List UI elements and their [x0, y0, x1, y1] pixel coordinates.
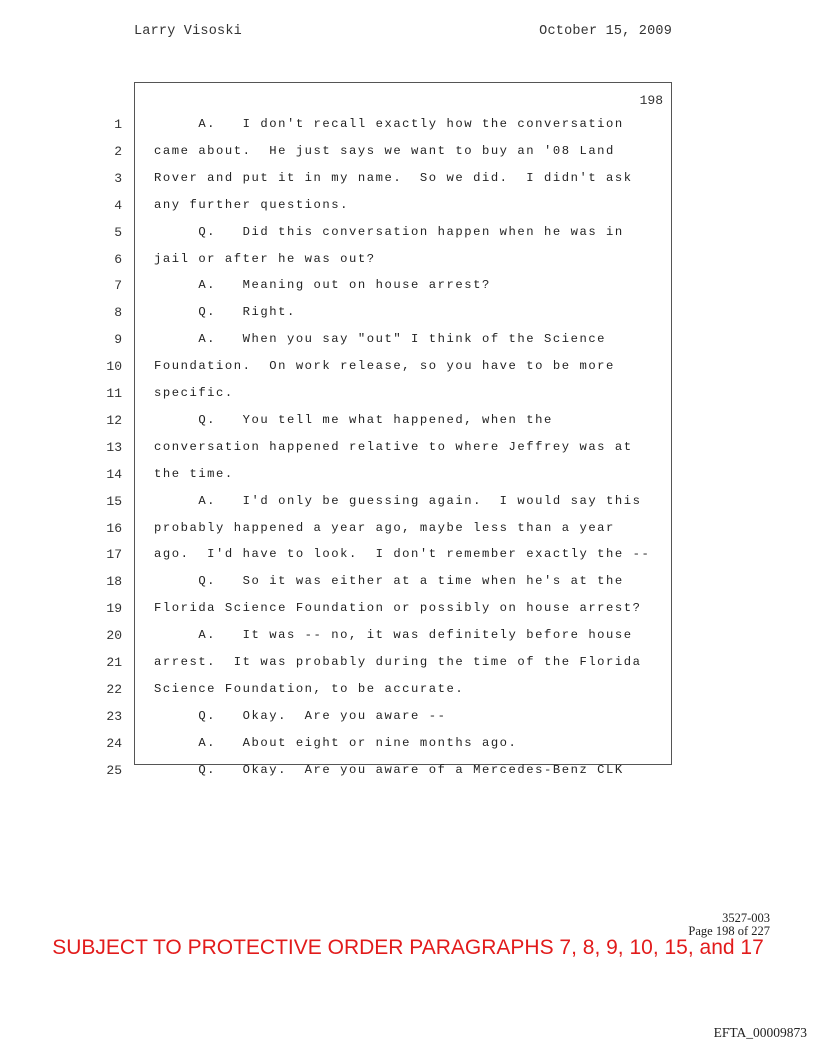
line-number: 1 [114, 117, 122, 132]
transcript-line: conversation happened relative to where Jeffrey was at [154, 439, 633, 454]
page-of-total: Page 198 of 227 [688, 924, 770, 938]
line-number: 2 [114, 143, 122, 159]
footer-page-info [550, 912, 770, 938]
transcript-line: Science Foundation, to be accurate. [154, 681, 465, 696]
transcript-line: A. Meaning out on house arrest? [154, 278, 491, 293]
line-number: 6 [114, 251, 122, 267]
line-number: 12 [106, 412, 122, 428]
transcript-line: Q. So it was either at a time when he's at the [154, 574, 624, 589]
line-number: 15 [106, 493, 122, 509]
transcript-line: A. When you say "out" I think of the Science [154, 332, 607, 347]
transcript-line: A. About eight or nine months ago. [154, 735, 518, 750]
transcript-line: jail or after he was out? [154, 251, 376, 266]
line-number: 24 [106, 735, 122, 751]
transcript-line: probably happened a year ago, maybe less than a year [154, 520, 615, 535]
transcript-page-number: 198 [639, 93, 663, 108]
line-number: 20 [106, 628, 122, 644]
line-number: 23 [106, 708, 122, 724]
line-number: 5 [114, 224, 122, 240]
transcript-line: specific. [154, 386, 234, 400]
transcript-line: A. It was -- no, it was definitely before house [154, 628, 633, 643]
bates-number: EFTA_00009873 [713, 1025, 807, 1040]
line-number: 22 [106, 681, 122, 697]
transcript-line: Q. Okay. Are you aware of a Mercedes-Benz CLK [154, 762, 624, 777]
line-number: 25 [106, 762, 122, 778]
line-number: 9 [114, 332, 122, 348]
transcript-line: Florida Science Foundation or possibly on house arrest? [154, 601, 642, 616]
transcript-line: arrest. It was probably during the time of the Florida [154, 655, 642, 669]
case-code: 3527-003 [722, 911, 770, 925]
transcript-line: Rover and put it in my name. So we did. I didn't ask [154, 170, 633, 185]
line-number: 14 [106, 466, 122, 482]
transcript-line: any further questions. [154, 197, 350, 212]
transcript-line: A. I'd only be guessing again. I would say this [154, 493, 642, 508]
line-number: 10 [106, 359, 122, 375]
line-number: 7 [114, 278, 122, 294]
transcript-line: Foundation. On work release, so you have to be more [154, 359, 615, 374]
transcript-line: Q. Right. [154, 305, 296, 320]
deposition-date: October 15, 2009 [539, 24, 672, 39]
line-number: 11 [106, 386, 122, 401]
line-number: 13 [106, 439, 122, 455]
transcript-line: the time. [154, 466, 234, 481]
transcript-line: Q. You tell me what happened, when the [154, 412, 553, 427]
line-number: 4 [114, 197, 122, 213]
protective-order-notice: SUBJECT TO PROTECTIVE ORDER PARAGRAPHS 7, 8, 9, 10, 15, and 17 [52, 936, 764, 959]
line-number: 17 [106, 547, 122, 563]
transcript-line: came about. He just says we want to buy an '08 Land [154, 143, 615, 158]
transcript-line: Q. Okay. Are you aware -- [154, 708, 447, 723]
deponent-name: Larry Visoski [134, 24, 242, 39]
line-number: 19 [106, 601, 122, 617]
line-number: 3 [114, 170, 122, 186]
transcript-line: A. I don't recall exactly how the conversation [154, 117, 624, 131]
transcript-line: Q. Did this conversation happen when he was in [154, 224, 624, 239]
line-number: 8 [114, 305, 122, 321]
transcript-line: ago. I'd have to look. I don't remember exactly the -- [154, 547, 651, 562]
line-number: 16 [106, 520, 122, 536]
line-number: 18 [106, 574, 122, 590]
line-number: 21 [106, 655, 122, 670]
